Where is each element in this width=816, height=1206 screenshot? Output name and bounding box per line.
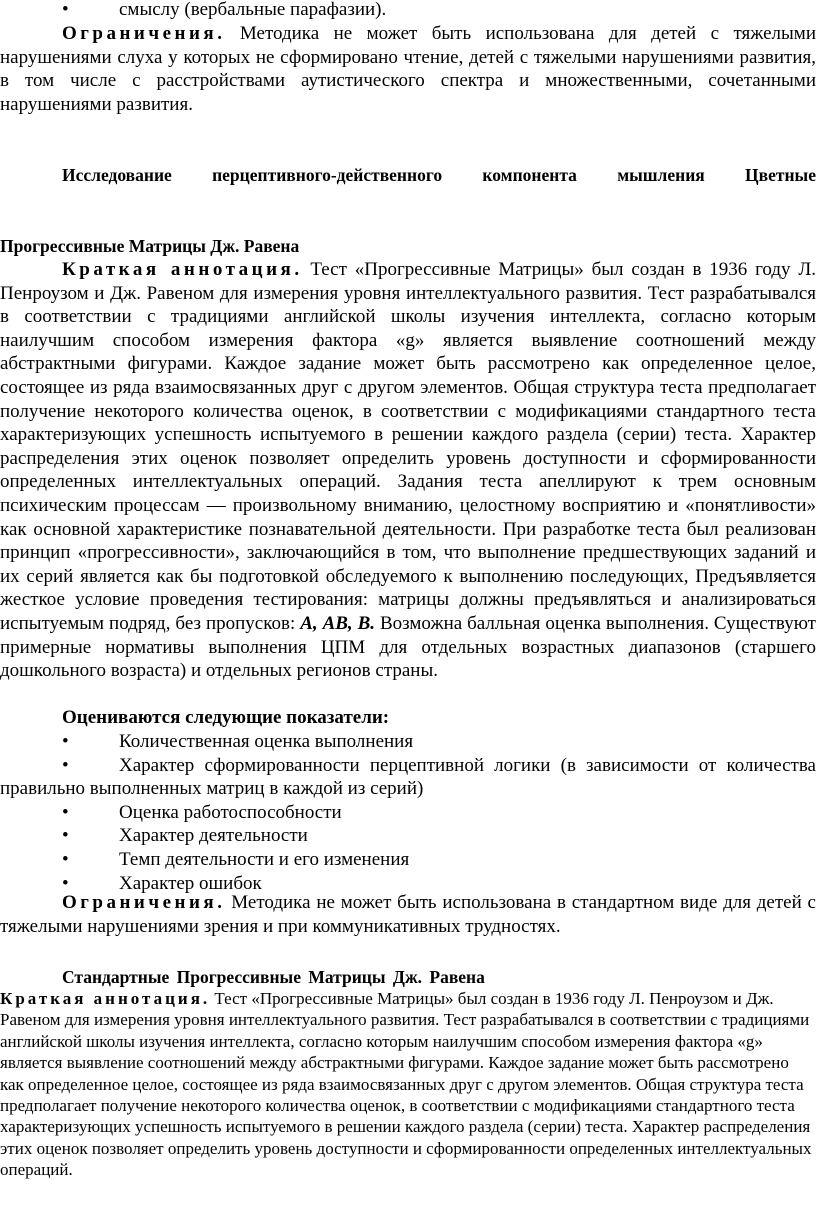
annotation-paragraph-2 bbox=[0, 988, 814, 1181]
restriction-paragraph-1 bbox=[0, 22, 816, 116]
list-item bbox=[0, 754, 816, 801]
annotation-text-a: Тест «Прогрессивные Матрицы» был создан в 1936 году Л. Пенроузом и Дж. Равеном для измерения уровня интеллектуального развития. Тест разрабатывался в соответствии с традициями английской школы изучения интеллекта, согласно которым наилучшим способом измерения фактора «g» является выявление соотношений между абстрактными фигурами. Каждое задание может быть рассмотрено как определенное целое, состоящее из ряда взаимосвязанных друг с другом элементов. Общая структура теста предполагает получение некоторого количества оценок, в соответствии с модификациями стандартного теста характеризующих успешность испытуемого в решении каждого раздела (серии) теста. Характер распределения этих оценок позволяет определить уровень доступности и сформированности определенных интеллектуальных операций. Задания теста апеллируют к трем основным психическим процессам — произвольному вниманию, целостному восприятию и «понятливости» как основной характеристике познавательной деятельности. При разработке теста был реализован принцип «прогрессивности», заключающийся в том, что выполнение предшествующих заданий и их серий является как бы подготовкой обследуемого к выполнению последующих, Предъявляется жесткое условие проведения тестирования: матрицы должны предъявляться и анализироваться испытуемым подряд, без пропусков: bbox=[0, 259, 816, 634]
annotation-series: А, АВ, В. bbox=[300, 612, 376, 634]
list-item-text: Количественная оценка выполнения bbox=[119, 731, 414, 752]
annotation-label: Краткая аннотация. bbox=[0, 989, 211, 1008]
annotation-text: Тест «Прогрессивные Матрицы» был создан в 1936 году Л. Пенроузом и Дж. Равеном для измерения уровня интеллектуального развития. Тест разрабатывался в соответствии с традициями английской школы изучения интеллекта, согласно которым наилучшим способом измерения фактора «g» является выявление соотношений между абстрактными фигурами. Каждое задание может быть рассмотрено как определенное целое, состоящее из ряда взаимосвязанных друг с другом элементов. Общая структура теста предполагает получение некоторого количества оценок, в соответствии с модификациями стандартного теста характеризующих успешность испытуемого в решении каждого раздела (серии) теста. Характер распределения этих оценок позволяет определить уровень доступности и сформированности определенных интеллектуальных операций. bbox=[0, 989, 812, 1180]
restriction-label: Ограничения. bbox=[62, 892, 226, 913]
bullet-marker: • bbox=[62, 801, 69, 823]
list-item-text: Темп деятельности и его изменения bbox=[119, 848, 410, 870]
bullet-marker: • bbox=[62, 731, 69, 752]
bullet-marker: • bbox=[62, 848, 69, 870]
list-item-text: Характер деятельности bbox=[119, 825, 308, 847]
bullet-text: смыслу (вербальные парафазии). bbox=[119, 0, 387, 20]
restriction-text: Методика не может быть использована для детей с тяжелыми нарушениями слуха у которых не сформировано чтение, детей с тяжелыми нарушениями развития, в том числе с расстройствами аутистического спектра и множественными, сочетанными нарушениями развития. bbox=[0, 23, 816, 115]
list-item-text: Оценка работоспособности bbox=[119, 801, 342, 823]
section-heading: Исследование перцептивного-действенного компонента мышления Цветные bbox=[62, 165, 816, 185]
list-item-text: Характер сформированности перцептивной логики (в зависимости от количества правильно выполненных матриц в каждой из серий) bbox=[0, 754, 816, 800]
bullet-marker: • bbox=[62, 825, 69, 847]
list-item bbox=[0, 824, 816, 848]
bullet-marker: • bbox=[62, 754, 69, 776]
annotation-paragraph-1 bbox=[0, 258, 816, 683]
list-item bbox=[0, 730, 816, 754]
annotation-label: Краткая аннотация. bbox=[62, 259, 303, 280]
restriction-label: Ограничения. bbox=[62, 23, 226, 44]
bullet-marker: • bbox=[62, 0, 69, 20]
restriction-text: Методика не может быть использована в стандартном виде для детей с тяжелыми нарушениями зрения и при коммуникативных трудностях. bbox=[0, 892, 816, 937]
annotation-text-b: Возможна балльная оценка выполнения. Существуют примерные нормативы выполнения ЦПМ для отдельных возрастных диапазонов (старшего дошкольного возраста) и отдельных регионов страны. bbox=[0, 612, 816, 682]
indicators-title: Оцениваются следующие показатели: bbox=[62, 707, 390, 728]
list-item-text: Характер ошибок bbox=[119, 872, 262, 894]
restriction-paragraph-2 bbox=[0, 891, 816, 938]
list-item bbox=[0, 848, 816, 872]
standard-matrices-heading: Стандартные Прогрессивные Матрицы Дж. Равена bbox=[62, 967, 485, 987]
indicators-list bbox=[0, 730, 816, 895]
subheading: Прогрессивные Матрицы Дж. Равена bbox=[0, 236, 300, 256]
list-item bbox=[0, 801, 816, 825]
bullet-marker: • bbox=[62, 872, 69, 894]
